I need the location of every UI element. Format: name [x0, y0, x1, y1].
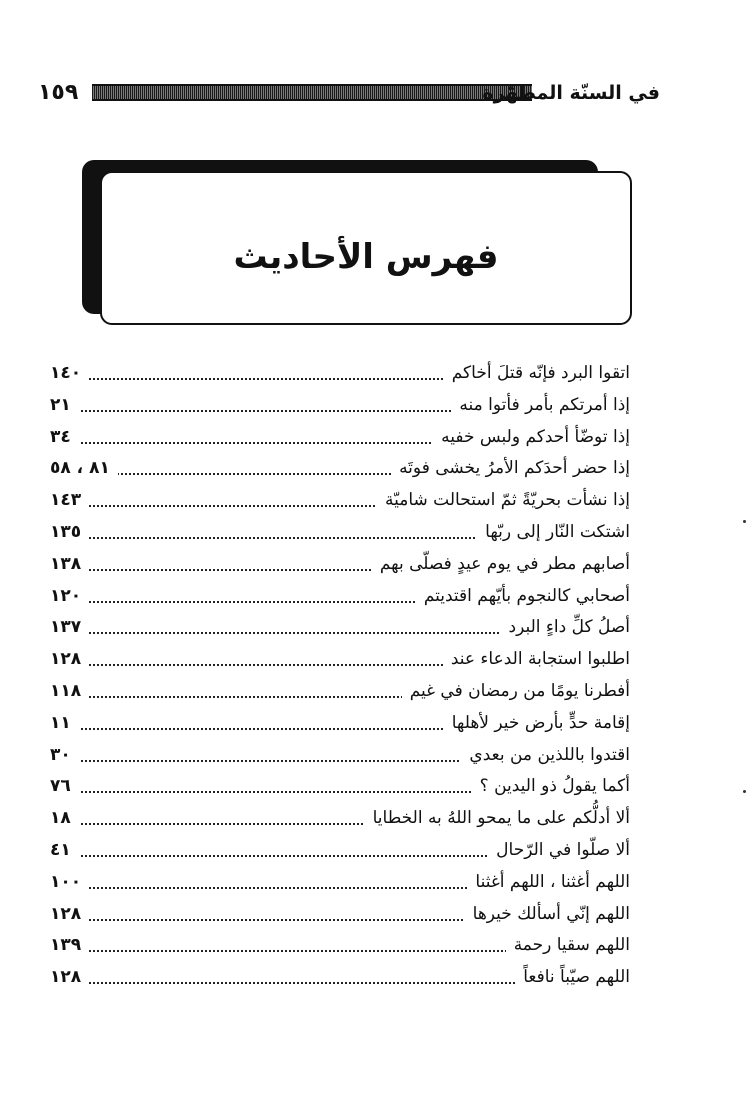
- index-entry: [50, 803, 630, 835]
- page-reference: ٣٠: [50, 743, 79, 767]
- scan-speck: [743, 520, 746, 523]
- hadith-text: اللهم إنّي أسألك خيرها: [465, 902, 630, 926]
- page-reference: ١٢٨: [50, 902, 89, 926]
- running-title: في السنّة المطهّرة: [482, 82, 660, 104]
- hadith-text: إذا حضر أحدَكم الأمرُ يخشى فوتَه: [391, 456, 630, 480]
- index-entry: [50, 867, 630, 899]
- index-entry: [50, 581, 630, 613]
- page-reference: ١٠٠: [50, 870, 89, 894]
- page-reference: ١٨: [50, 806, 79, 830]
- hadith-text: اللهم سقيا رحمة: [506, 933, 630, 957]
- index-entry: [50, 930, 630, 962]
- index-entry: [50, 517, 630, 549]
- page-reference: ١٢٨: [50, 647, 89, 671]
- page-reference: ٣٤: [50, 425, 79, 449]
- index-entry: [50, 485, 630, 517]
- index-entry: [50, 676, 630, 708]
- page-reference: ١٢٨: [50, 965, 89, 989]
- index-entry: [50, 835, 630, 867]
- hadith-text: إذا نشأت بحريّةً ثمّ استحالت شاميّة: [377, 488, 630, 512]
- index-entry: [50, 390, 630, 422]
- hadith-text: أصابهم مطر في يوم عيدٍ فصلّى بهم: [372, 552, 630, 576]
- hadith-text: اقتدوا باللذين من بعدي: [461, 743, 630, 767]
- hadith-text: ألا صلّوا في الرّحال: [488, 838, 630, 862]
- index-entry: [50, 708, 630, 740]
- page-reference: ١٢٠: [50, 584, 89, 608]
- hadith-text: إذا أمرتكم بأمر فأتوا منه: [451, 393, 630, 417]
- index-entry: [50, 453, 630, 485]
- page-reference: ١٣٩: [50, 933, 89, 957]
- page-reference: ١٤٠: [50, 361, 89, 385]
- index-entry: [50, 422, 630, 454]
- index-entry: [50, 899, 630, 931]
- page-header: [38, 76, 660, 110]
- hadith-text: اللهم أغثنا ، اللهم أغثنا: [467, 870, 630, 894]
- page-reference: ١١: [50, 711, 79, 735]
- index-entry: [50, 612, 630, 644]
- hadith-text: أصلُ كلِّ داءٍ البرد: [501, 615, 630, 639]
- scan-speck: [743, 790, 746, 793]
- hadith-text: إقامة حدٍّ بأرض خير لأهلها: [444, 711, 630, 735]
- header-rule: [92, 84, 532, 101]
- page-reference: ٨١ ، ٥٨: [50, 456, 118, 480]
- page-reference: ٧٦: [50, 774, 79, 798]
- index-entry: [50, 358, 630, 390]
- hadith-text: أصحابي كالنجوم بأيّهم اقتديتم: [416, 584, 630, 608]
- hadith-text: اطلبوا استجابة الدعاء عند: [443, 647, 630, 671]
- index-entry: [50, 740, 630, 772]
- hadith-text: إذا توضّأ أحدكم ولبس خفيه: [433, 425, 630, 449]
- section-title: فهرس الأحاديث: [233, 237, 499, 277]
- page-reference: ٢١: [50, 393, 79, 417]
- page-reference: ١١٨: [50, 679, 89, 703]
- section-title-frame: [82, 160, 598, 314]
- hadith-text: أفطرنا يومًا من رمضان في غيم: [402, 679, 630, 703]
- page-reference: ١٣٧: [50, 615, 89, 639]
- hadith-text: اتقوا البرد فإنّه قتلَ أخاكم: [444, 361, 630, 385]
- hadith-text: اللهم صيّباً نافعاً: [515, 965, 630, 989]
- page-reference: ١٣٥: [50, 520, 89, 544]
- index-entry: [50, 771, 630, 803]
- hadith-text: ألا أدلُّكم على ما يمحو اللهُ به الخطايا: [365, 806, 630, 830]
- hadith-text: أكما يقولُ ذو اليدين ؟: [472, 774, 630, 798]
- page-reference: ٤١: [50, 838, 79, 862]
- page-reference: ١٣٨: [50, 552, 89, 576]
- page-reference: ١٤٣: [50, 488, 89, 512]
- title-box: [100, 171, 632, 325]
- index-entry: [50, 962, 630, 994]
- index-entry: [50, 644, 630, 676]
- hadith-text: اشتكت النّار إلى ربّها: [477, 520, 630, 544]
- index-entry: [50, 549, 630, 581]
- hadith-index-list: [50, 358, 630, 994]
- page-number: ١٥٩: [38, 80, 79, 105]
